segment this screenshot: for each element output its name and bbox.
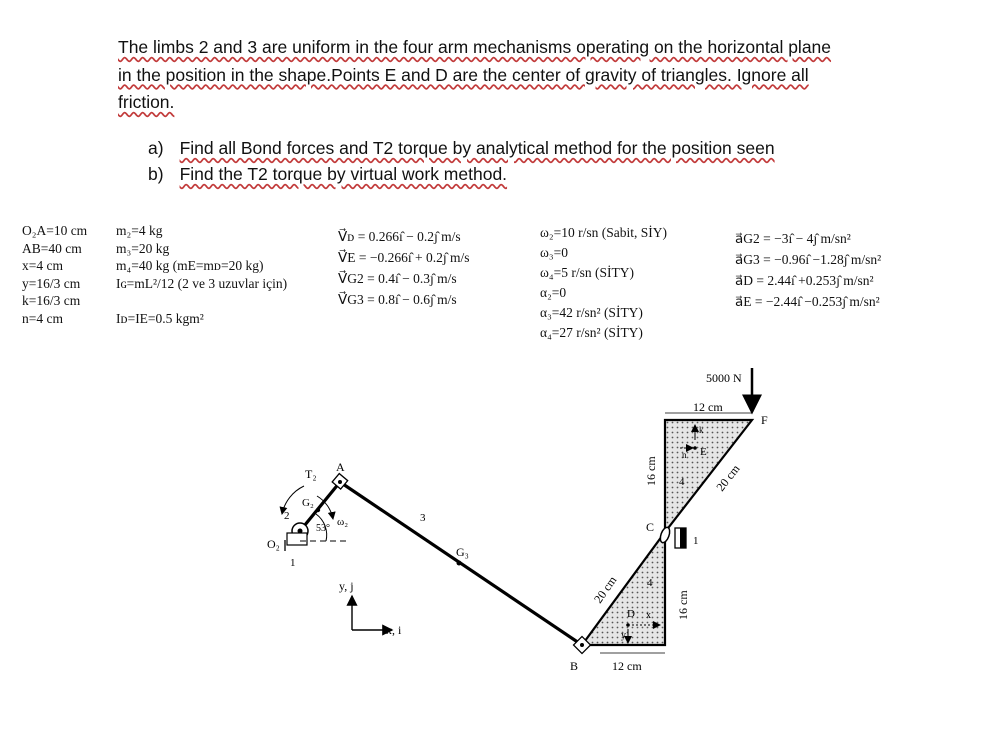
point-d bbox=[626, 623, 630, 627]
given-w4: ω₄=5 r/sn (SİTY) bbox=[540, 265, 634, 280]
given-w2: ω₂=10 r/sn (Sabit, SİY) bbox=[540, 225, 667, 240]
given-ve: V⃗Ε = −0.266ı̂ + 0.2ȷ̂ m/s bbox=[338, 250, 470, 265]
dim-16-lower-label: 16 cm bbox=[676, 590, 690, 620]
given-ag2: a⃗G2 = −3ı̂ − 4ȷ̂ m/sn² bbox=[735, 231, 851, 246]
pivot-o2-base bbox=[287, 533, 307, 545]
force-label: 5000 N bbox=[706, 371, 742, 385]
g3-point bbox=[457, 561, 462, 566]
label-link4-upper: 4 bbox=[679, 476, 685, 488]
given-w3: ω₃=0 bbox=[540, 245, 568, 260]
given-vd: V⃗ᴅ = 0.266ı̂ − 0.2ȷ̂ m/s bbox=[338, 229, 461, 244]
label-link1: 1 bbox=[290, 557, 296, 569]
slider-block-shade bbox=[680, 528, 686, 548]
given-k: k=16/3 cm bbox=[22, 293, 81, 308]
given-m4: m₄=40 kg (mΕ=mᴅ=20 kg) bbox=[116, 258, 264, 273]
lower-triangle-link4 bbox=[582, 532, 665, 645]
label-g3: G₃ bbox=[456, 545, 469, 559]
label-b: B bbox=[570, 659, 579, 673]
label-n: n bbox=[682, 450, 687, 460]
given-ig: Iɢ=mL²/12 (2 ve 3 uzuvlar için) bbox=[116, 275, 288, 291]
label-slider-1: 1 bbox=[693, 535, 699, 547]
label-x: x bbox=[646, 610, 651, 621]
given-m2: m₂=4 kg bbox=[116, 223, 163, 238]
task-b-text: Find the T2 torque by virtual work method. bbox=[179, 164, 508, 184]
label-f: F bbox=[761, 413, 768, 427]
given-ab: AB=40 cm bbox=[22, 240, 82, 256]
given-n: n=4 cm bbox=[22, 310, 63, 326]
given-a4: α₄=27 r/sn² (SİTY) bbox=[540, 325, 643, 340]
dim-16-upper-label: 16 cm bbox=[644, 456, 658, 486]
label-link3: 3 bbox=[420, 512, 426, 524]
task-a-label: a) bbox=[148, 138, 164, 158]
label-c: C bbox=[646, 520, 655, 534]
given-m3: m₃=20 kg bbox=[116, 240, 170, 256]
joint-a-pin bbox=[338, 480, 342, 484]
label-axis-y: y, j bbox=[339, 579, 354, 593]
given-o2a: O₂A=10 cm bbox=[22, 223, 88, 238]
label-angle: 53° bbox=[316, 523, 330, 534]
label-omega2: ω₂ bbox=[337, 516, 349, 528]
given-ag3: a⃗G3 = −0.96ı̂ −1.28ȷ̂ m/sn² bbox=[735, 252, 882, 267]
task-b-label: b) bbox=[148, 164, 164, 184]
dim-top-label: 12 cm bbox=[693, 400, 723, 414]
label-e: E bbox=[700, 446, 707, 458]
label-axis-x: x, i bbox=[386, 623, 402, 637]
joint-c bbox=[659, 526, 672, 544]
given-id: Iᴅ=IΕ=0.5 kgm² bbox=[116, 310, 204, 326]
label-g2: G₂ bbox=[302, 497, 314, 509]
joint-b-pin bbox=[580, 643, 584, 647]
g2-point bbox=[316, 508, 320, 512]
problem-line-1: The limbs 2 and 3 are uniform in the four arm mechanisms operating on the horizontal plane bbox=[118, 37, 832, 57]
given-a3: α₃=42 r/sn² (SİTY) bbox=[540, 305, 643, 320]
label-t2: T₂ bbox=[305, 467, 317, 481]
dim-20-lower-label: 20 cm bbox=[590, 573, 620, 606]
dim-20-upper-label: 20 cm bbox=[713, 461, 743, 494]
given-y: y=16/3 cm bbox=[22, 275, 81, 291]
given-ad: a⃗D = 2.44ı̂ +0.253ȷ̂ m/sn² bbox=[735, 273, 874, 288]
given-ae: a⃗Ε = −2.44ı̂ −0.253ȷ̂ m/sn² bbox=[735, 294, 880, 309]
problem-line-2: in the position in the shape.Points E and D are the center of gravity of triangles. Ignore all bbox=[118, 64, 809, 85]
given-vg2: V⃗G2 = 0.4ı̂ − 0.3ȷ̂ m/s bbox=[338, 271, 457, 286]
given-vg3: V⃗G3 = 0.8ı̂ − 0.6ȷ̂ m/s bbox=[338, 292, 457, 307]
label-k: k bbox=[699, 425, 704, 435]
label-o2: O₂ bbox=[267, 537, 280, 551]
problem-line-3: friction. bbox=[118, 92, 175, 112]
task-a-text: Find all Bond forces and T2 torque by analytical method for the position seen bbox=[179, 138, 775, 158]
given-a2: α₂=0 bbox=[540, 285, 567, 300]
dim-bottom-label: 12 cm bbox=[612, 659, 642, 673]
label-a: A bbox=[336, 460, 345, 474]
given-x: x=4 cm bbox=[22, 258, 63, 273]
label-link2: 2 bbox=[284, 510, 290, 522]
label-link4-lower: 4 bbox=[647, 577, 653, 589]
label-d: D bbox=[627, 608, 635, 620]
point-e bbox=[693, 446, 697, 450]
label-y: y bbox=[621, 630, 626, 641]
